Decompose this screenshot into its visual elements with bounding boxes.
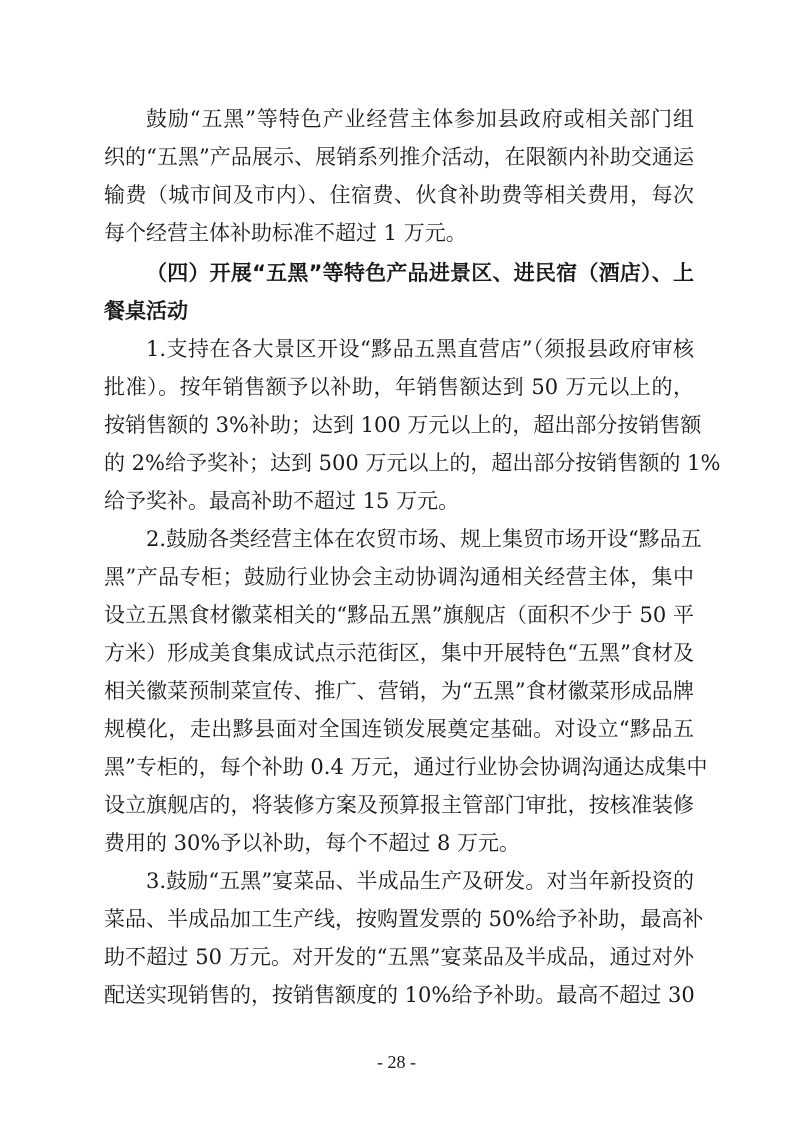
paragraph-line: 每个经营主体补助标准不超过 1 万元。 — [104, 221, 467, 245]
paragraph-line: 费用的 30%予以补助，每个不超过 8 万元。 — [104, 831, 521, 855]
paragraph-line: 设立五黑食材徽菜相关的“黟品五黑”旗舰店（面积不少于 50 平 — [104, 603, 694, 627]
paragraph-line: 批准）。按年销售额予以补助，年销售额达到 50 万元以上的， — [104, 375, 694, 399]
paragraph-line: 助不超过 50 万元。对开发的“五黑”宴菜品及半成品，通过对外 — [104, 945, 694, 969]
section-heading: （四）开展“五黑”等特色产品进景区、进民宿（酒店）、上 — [146, 261, 694, 285]
paragraph-line: 黑”专柜的，每个补助 0.4 万元，通过行业协会协调沟通达成集中 — [104, 755, 708, 779]
page-number: - 28 - — [377, 1052, 416, 1072]
paragraph-line: 按销售额的 3%补助；达到 100 万元以上的，超出部分按销售额 — [104, 413, 702, 437]
section-heading: 餐桌活动 — [104, 299, 188, 323]
paragraph-line: 方米）形成美食集成试点示范街区，集中开展特色“五黑”食材及 — [104, 641, 694, 665]
paragraph-line: 织的“五黑”产品展示、展销系列推介活动，在限额内补助交通运 — [104, 145, 694, 169]
paragraph-line: 2.鼓励各类经营主体在农贸市场、规上集贸市场开设“黟品五 — [146, 527, 702, 551]
paragraph-line: 设立旗舰店的，将装修方案及预算报主管部门审批，按核准装修 — [104, 793, 694, 817]
paragraph-line: 1.支持在各大景区开设“黟品五黑直营店”（须报县政府审核 — [146, 337, 694, 361]
paragraph-line: 鼓励“五黑”等特色产业经营主体参加县政府或相关部门组 — [146, 107, 694, 131]
paragraph-line: 输费（城市间及市内）、住宿费、伙食补助费等相关费用，每次 — [104, 183, 694, 207]
paragraph-line: 给予奖补。最高补助不超过 15 万元。 — [104, 489, 460, 513]
paragraph-line: 3.鼓励“五黑”宴菜品、半成品生产及研发。对当年新投资的 — [146, 869, 694, 893]
paragraph-line: 规模化，走出黟县面对全国连锁发展奠定基础。对设立“黟品五 — [104, 717, 694, 741]
paragraph-line: 配送实现销售的，按销售额度的 10%给予补助。最高不超过 30 — [104, 983, 695, 1007]
paragraph-line: 菜品、半成品加工生产线，按购置发票的 50%给予补助，最高补 — [104, 907, 704, 931]
paragraph-line: 的 2%给予奖补；达到 500 万元以上的，超出部分按销售额的 1% — [104, 451, 721, 475]
paragraph-line: 相关徽菜预制菜宣传、推广、营销，为“五黑”食材徽菜形成品牌 — [104, 679, 694, 703]
paragraph-line: 黑”产品专柜；鼓励行业协会主动协调沟通相关经营主体，集中 — [104, 565, 694, 589]
